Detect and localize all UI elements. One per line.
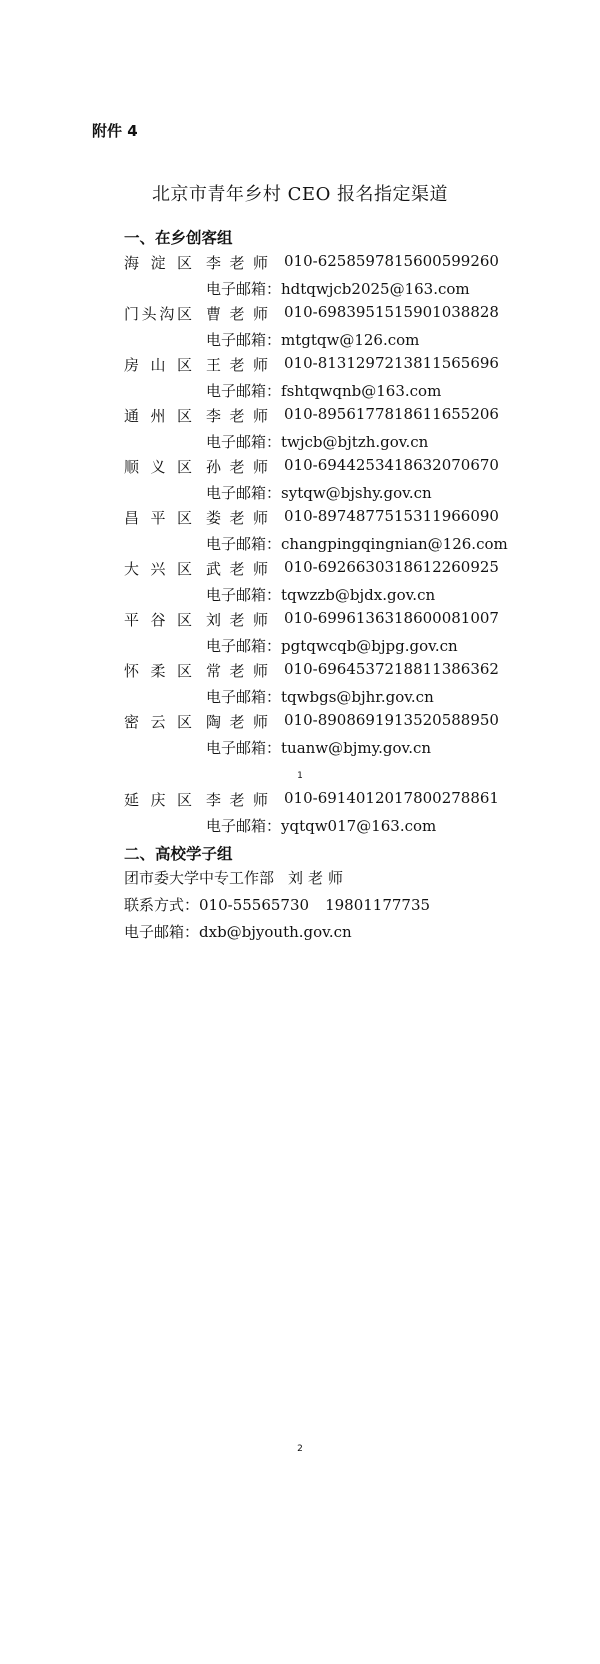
email-line [206,815,436,836]
district-name: 顺义区 [124,458,192,476]
teacher-name: 武老师 [206,560,268,578]
email-line [206,635,458,656]
phone-landline: 010-69140120 [284,789,395,807]
district-email: yqtqw017@163.com [281,817,437,835]
phone-mobile: 18612260925 [394,558,499,576]
email-label: 电子邮箱： [206,331,282,349]
phone-landline: 010-81312972 [284,354,395,372]
email-label: 电子邮箱： [206,535,282,553]
teacher-name: 娄老师 [206,509,268,527]
district-email: tuanw@bjmy.gov.cn [281,739,432,757]
district-name: 昌平区 [124,509,192,527]
footer-page-number: 2 [297,1444,303,1454]
email-line [206,380,441,401]
university-email: dxb@bjyouth.gov.cn [199,923,352,941]
attachment-label: 附件 4 [92,122,138,140]
district-email: tqwzzb@bjdx.gov.cn [281,586,436,604]
district-email: twjcb@bjtzh.gov.cn [281,433,429,451]
district-email: pgtqwcqb@bjpg.gov.cn [281,637,458,655]
email-label: 电子邮箱： [206,739,282,757]
section1-heading: 一、在乡创客组 [124,229,233,247]
email-label: 电子邮箱： [206,433,282,451]
university-phone1: 010-55565730 [199,896,310,914]
phone-landline: 010-89086919 [284,711,395,729]
district-name: 延庆区 [124,791,192,809]
teacher-name: 李老师 [206,254,268,272]
document-title: 北京市青年乡村 CEO 报名指定渠道 [151,184,449,205]
district-name: 海淀区 [124,254,192,272]
teacher-name: 孙老师 [206,458,268,476]
district-name: 密云区 [124,713,192,731]
phone-mobile: 18600081007 [394,609,499,627]
teacher-name: 李老师 [206,407,268,425]
page-break-number: 1 [297,771,303,781]
district-email: mtgtqw@126.com [281,331,420,349]
email-label: 电子邮箱： [206,382,282,400]
email-label: 电子邮箱： [206,637,282,655]
district-email: fshtqwqnb@163.com [281,382,442,400]
district-email: tqwbgs@bjhr.gov.cn [281,688,434,706]
district-name: 大兴区 [124,560,192,578]
phone-landline: 010-89748775 [284,507,395,525]
phone-landline: 010-69839515 [284,303,395,321]
district-name: 门头沟区 [124,305,192,323]
district-name: 通州区 [124,407,192,425]
phone-mobile: 18611655206 [394,405,499,423]
email-line [206,686,434,707]
phone-mobile: 18811386362 [394,660,499,678]
phone-landline: 010-62585978 [284,252,395,270]
district-name: 房山区 [124,356,192,374]
phone-landline: 010-89561778 [284,405,395,423]
email-line [206,533,508,554]
email-label: 电子邮箱： [124,923,200,941]
phone-landline: 010-69442534 [284,456,395,474]
university-dept: 团市委大学中专工作部 [124,869,275,887]
phone-mobile: 13811565696 [394,354,499,372]
phone-mobile: 13520588950 [394,711,499,729]
teacher-name: 王老师 [206,356,268,374]
email-line [206,431,428,452]
phone-mobile: 17800278861 [394,789,499,807]
phone-landline: 010-69961363 [284,609,395,627]
teacher-name: 李老师 [206,791,268,809]
email-line [206,482,432,503]
email-line [206,329,419,350]
teacher-name: 曹老师 [206,305,268,323]
email-label: 电子邮箱： [206,586,282,604]
district-name: 平谷区 [124,611,192,629]
district-email: hdtqwjcb2025@163.com [281,280,470,298]
university-email-line [124,921,352,942]
district-name: 怀柔区 [124,662,192,680]
contact-label: 联系方式： [124,896,200,914]
email-label: 电子邮箱： [206,688,282,706]
university-dept-line [124,867,348,888]
phone-landline: 010-69645372 [284,660,395,678]
university-contact-line [124,894,430,915]
section2-heading: 二、高校学子组 [124,845,233,863]
email-label: 电子邮箱： [206,484,282,502]
teacher-name: 常老师 [206,662,268,680]
phone-mobile: 15311966090 [394,507,499,525]
teacher-name: 刘老师 [206,611,268,629]
email-label: 电子邮箱： [206,280,282,298]
email-label: 电子邮箱： [206,817,282,835]
district-email: changpingqingnian@126.com [281,535,508,553]
district-email: sytqw@bjshy.gov.cn [281,484,432,502]
phone-mobile: 15901038828 [394,303,499,321]
university-phone2: 19801177735 [325,896,431,914]
email-line [206,584,435,605]
teacher-name: 陶老师 [206,713,268,731]
university-teacher: 刘老师 [288,869,349,887]
email-line [206,737,431,758]
phone-landline: 010-69266303 [284,558,395,576]
phone-mobile: 15600599260 [394,252,499,270]
email-line [206,278,470,299]
phone-mobile: 18632070670 [394,456,499,474]
